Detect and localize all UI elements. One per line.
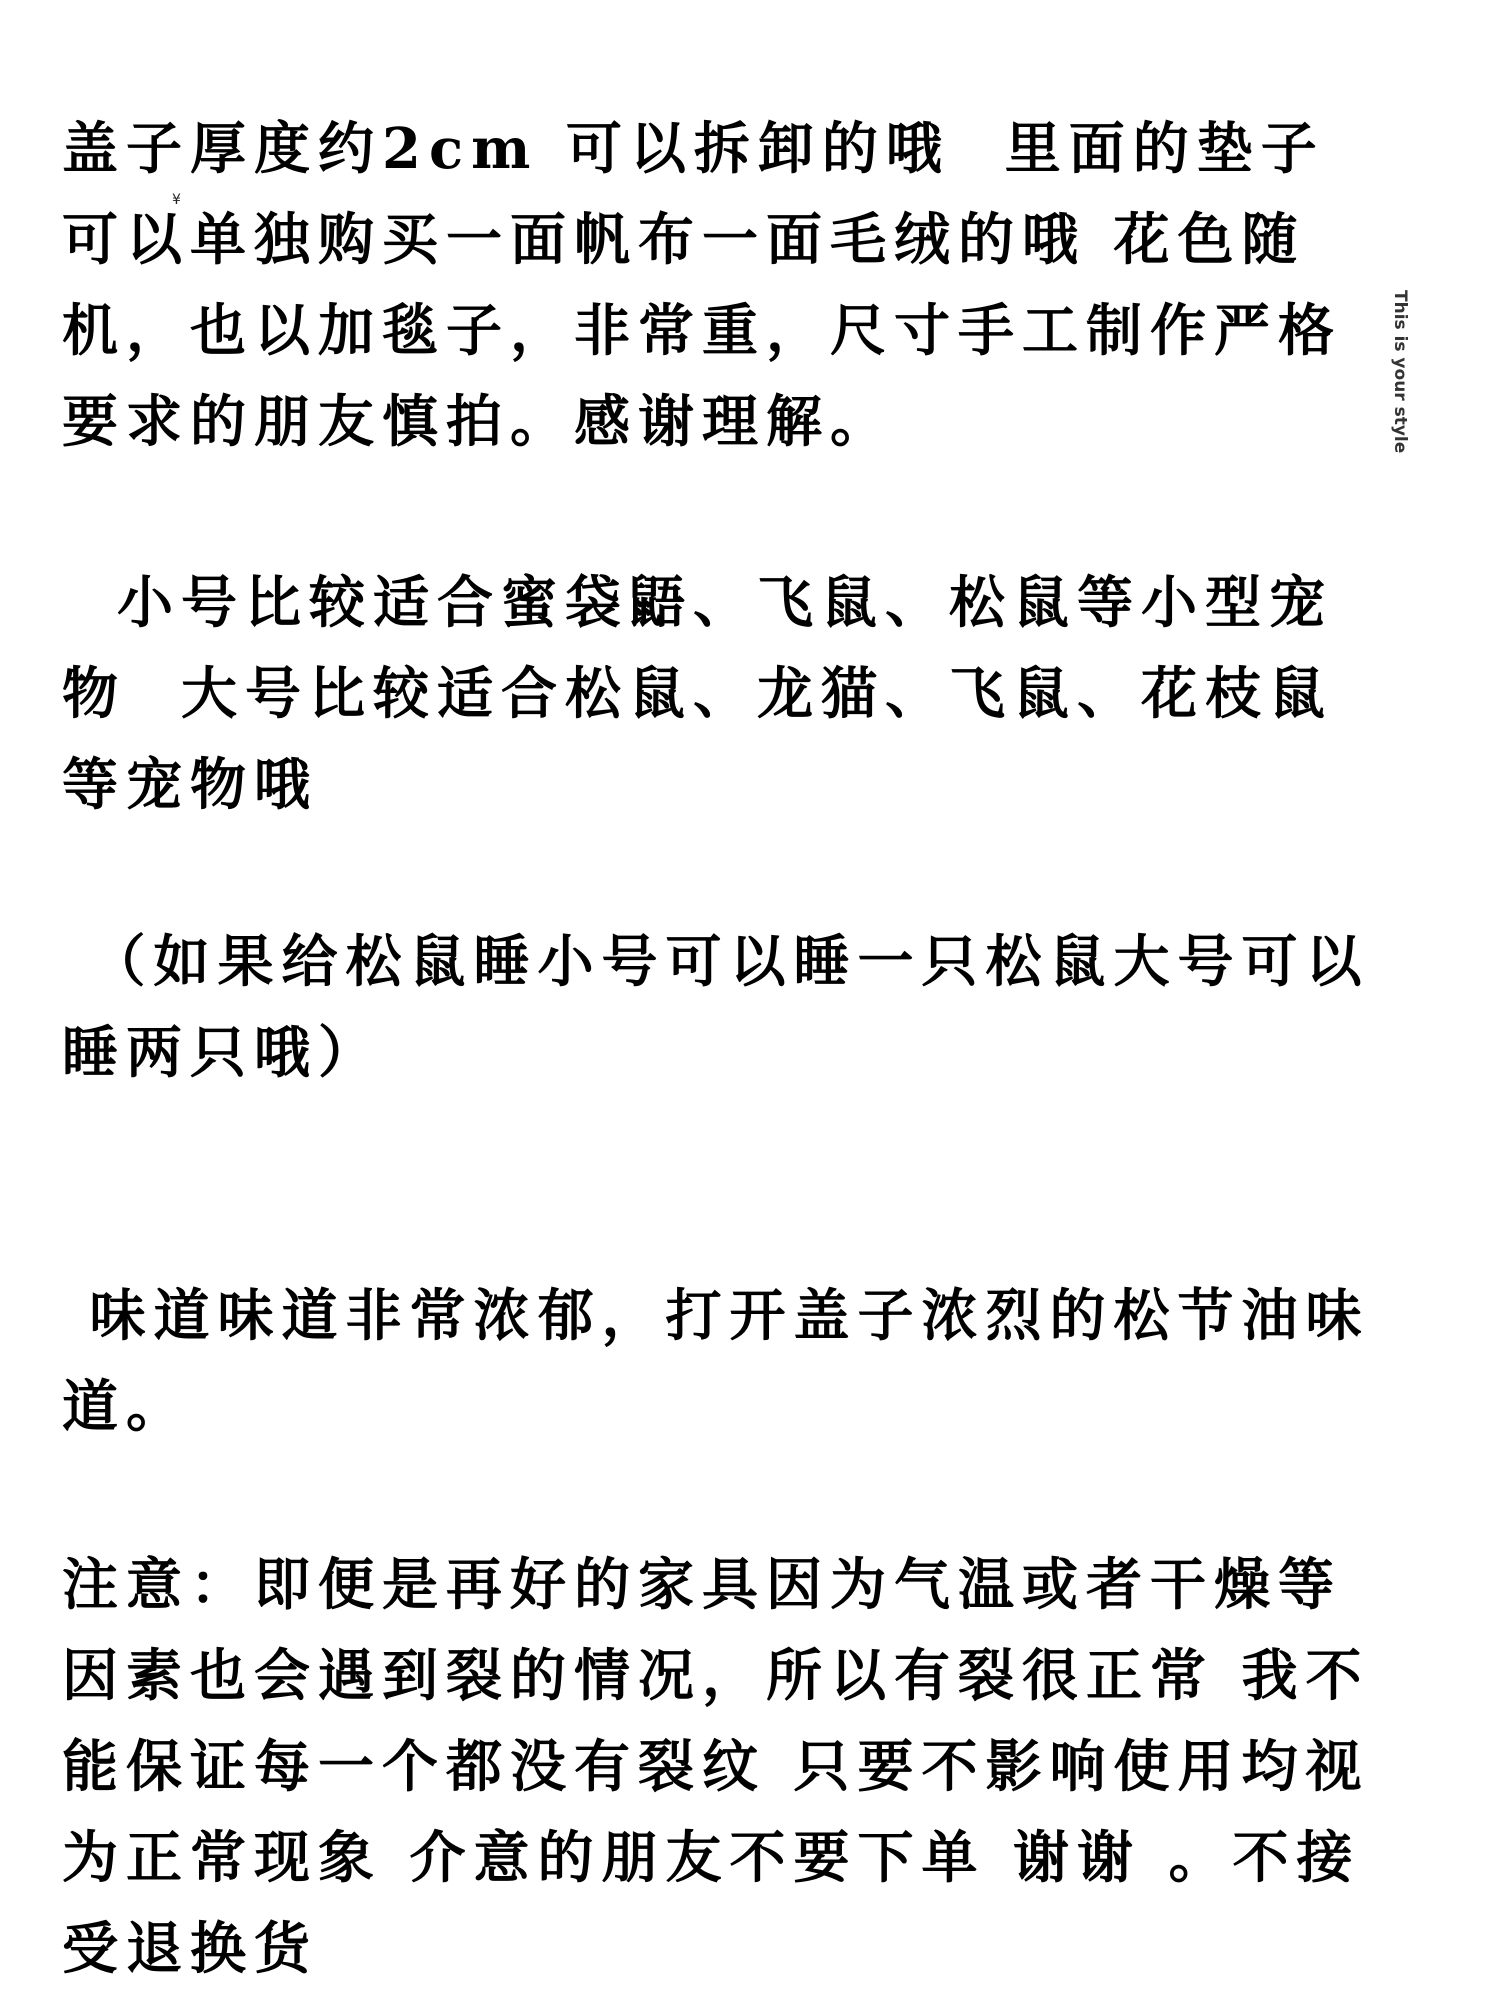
stray-yen-mark: ¥ [172, 192, 181, 208]
capacity-note-paragraph: （如果给松鼠睡小号可以睡一只松鼠大号可以睡两只哦） [62, 929, 1370, 1086]
caution-paragraph: 注意：即便是再好的家具因为气温或者干燥等因素也会遇到裂的情况，所以有裂很正常 我不能保证每一个都没有裂纹 只要不影响使用均视为正常现象 介意的朋友不要下单 谢谢 。不接受退换货 [62, 1552, 1370, 1982]
smell-note-paragraph: 味道味道非常浓郁，打开盖子浓烈的松节油味道。 [62, 1283, 1370, 1440]
side-watermark-text: This is your style [1390, 290, 1410, 454]
size-suitability-paragraph: 小号比较适合蜜袋鼯、飞鼠、松鼠等小型宠物 大号比较适合松鼠、龙猫、飞鼠、花枝鼠等宠物哦 [62, 570, 1333, 818]
lid-description-paragraph: 盖子厚度约2cm 可以拆卸的哦 里面的垫子可以单独购买一面帆布一面毛绒的哦 花色随机，也以加毯子，非常重，尺寸手工制作严格要求的朋友慎拍。感谢理解。 [62, 116, 1342, 455]
